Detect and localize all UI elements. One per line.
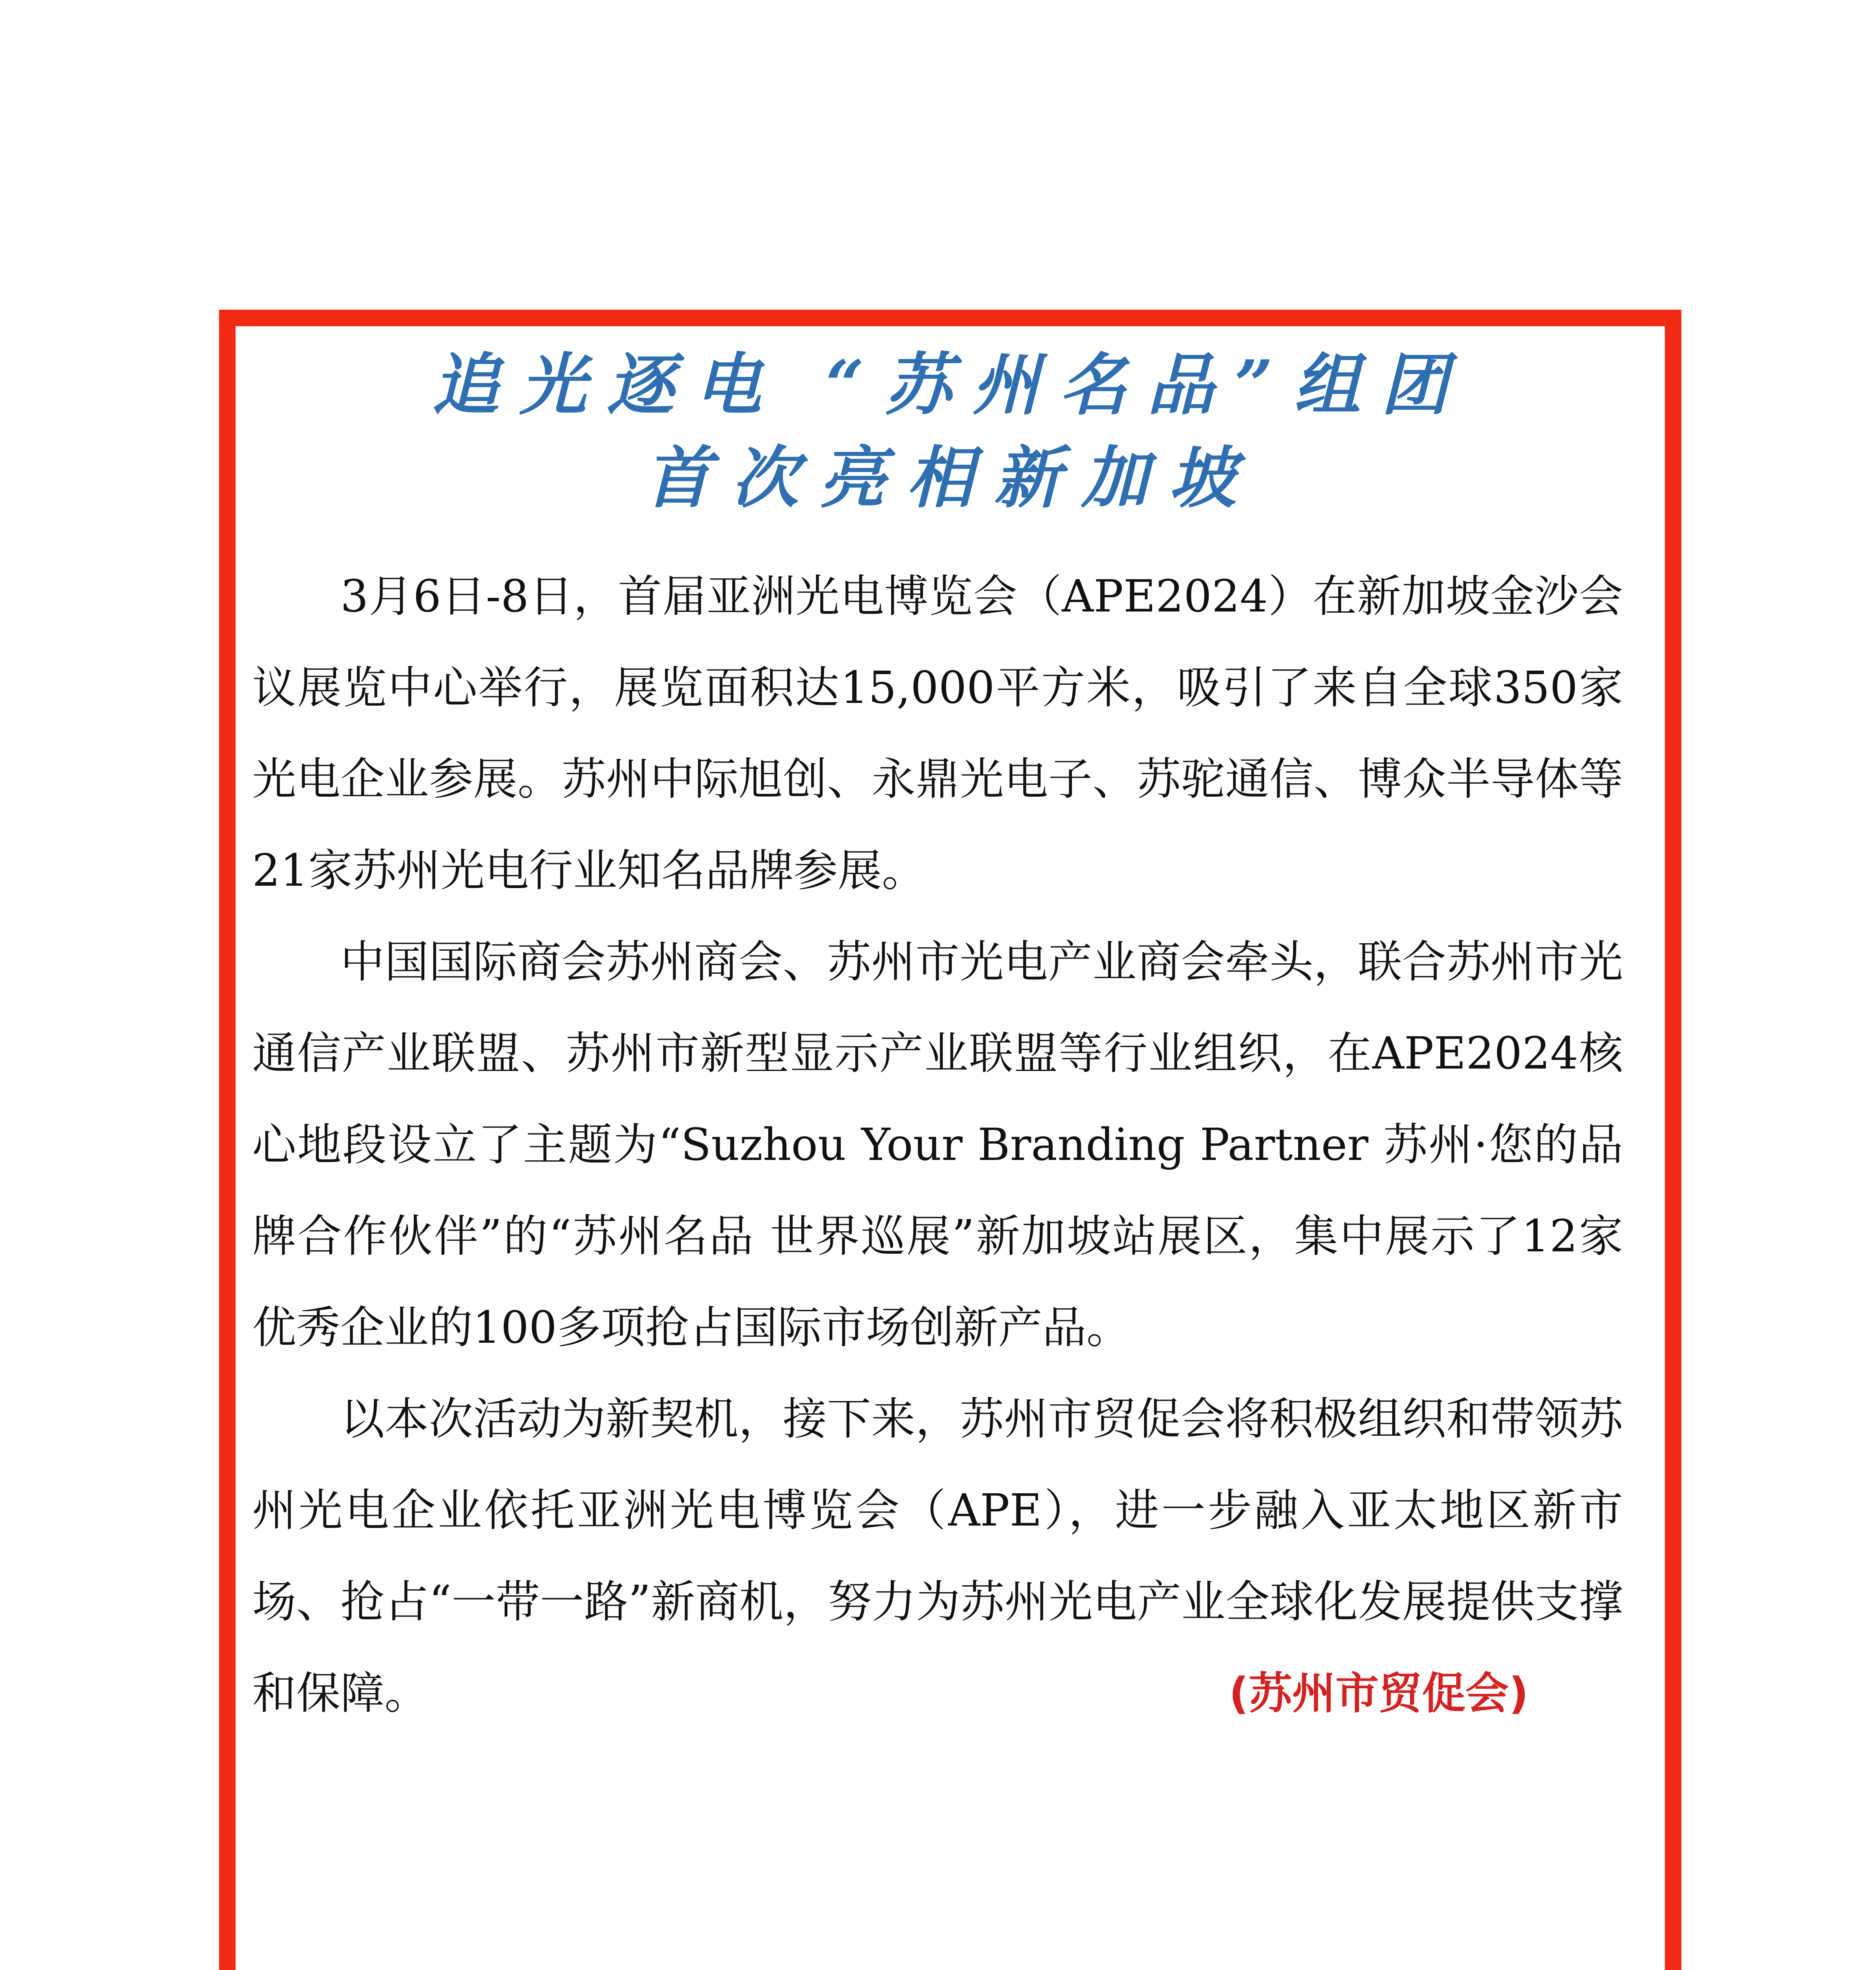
paragraph-2: 中国国际商会苏州商会、苏州市光电产业商会牵头，联合苏州市光通信产业联盟、苏州市新型显示产业联盟等行业组织，在APE2024核心地段设立了主题为“Suzhou Your Branding Partner 苏州·您的品牌合作伙伴”的“苏州名品 世界巡展”新加坡站展区，集中展示了12家优秀企业的100多项抢占国际市场创新产品。 [252, 937, 1623, 1353]
paragraph-1: 3月6日-8日，首届亚洲光电博览会（APE2024）在新加坡金沙会议展览中心举行，展览面积达15,000平方米，吸引了来自全球350家光电企业参展。苏州中际旭创、永鼎光电子、苏驼通信、博众半导体等21家苏州光电行业知名品牌参展。 [252, 571, 1623, 896]
article-title-line-1: 追光逐电 “苏州名品”组团 [432, 346, 1469, 424]
article-title-line-2: 首次亮相新加坡 [644, 439, 1256, 517]
paragraph-3 [252, 1373, 1623, 1739]
article-body [252, 551, 1623, 1739]
paragraph-3-text: 以本次活动为新契机，接下来，苏州市贸促会将积极组织和带领苏州光电企业依托亚洲光电博览会（APE），进一步融入亚太地区新市场、抢占“一带一路”新商机，努力为苏州光电产业全球化发展提供支撑和保障。 [252, 1394, 1623, 1719]
author-signature: (苏州市贸促会) [1229, 1668, 1529, 1719]
